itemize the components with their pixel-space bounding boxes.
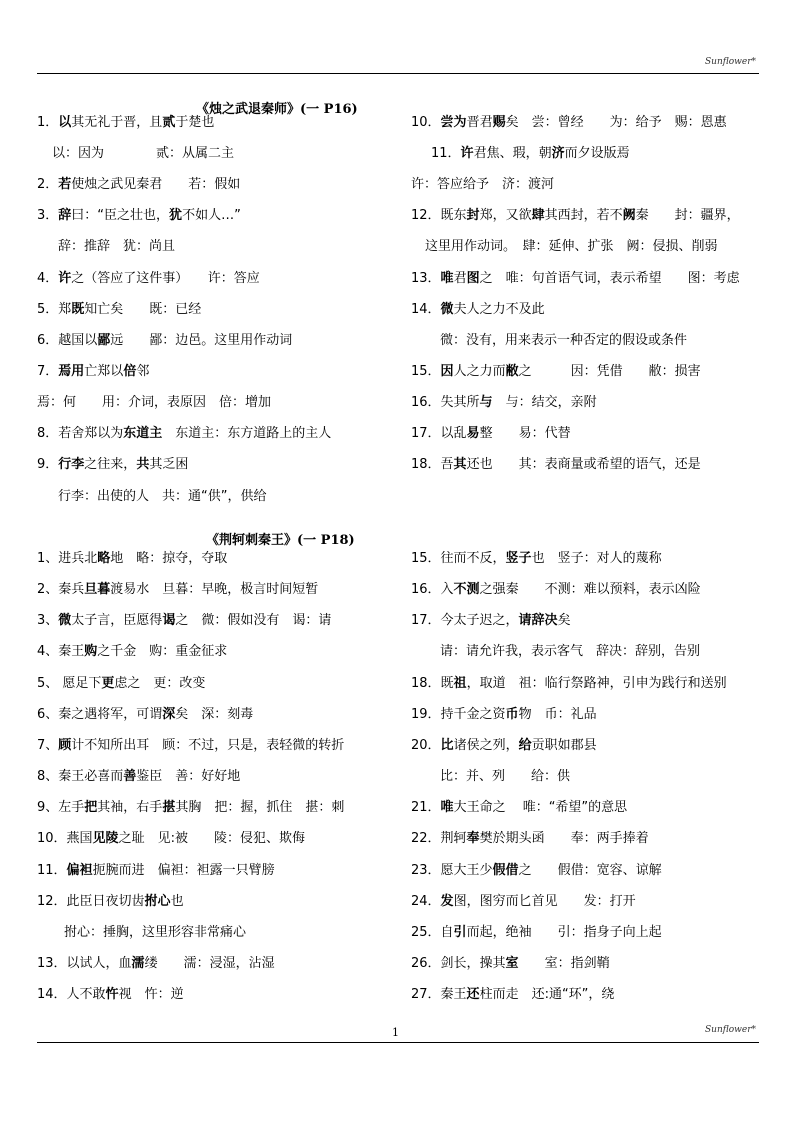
text-segment: 不如人…” — [182, 208, 241, 223]
section1-right-line — [425, 238, 718, 256]
section1-right-line — [411, 425, 571, 443]
section2-left-line — [37, 675, 205, 693]
text-segment: 也 — [170, 894, 184, 909]
keyword: 辞 — [58, 208, 72, 223]
section2-left-line — [64, 924, 246, 942]
text-segment: 视 忤：逆 — [118, 987, 184, 1002]
section1-left-line — [37, 301, 201, 319]
text-segment: 夫人之力不及此 — [453, 302, 545, 317]
text-segment: 矣 — [557, 613, 571, 628]
section1-right-line — [411, 176, 554, 194]
keyword: 既 — [71, 302, 85, 317]
section2-right-line — [411, 986, 614, 1004]
text-segment: 19．持千金之资 — [411, 707, 506, 722]
section2-left-line — [37, 550, 227, 568]
keyword: 唯 — [440, 271, 454, 286]
text-segment: 大王命之 唯：“希望”的意思 — [453, 800, 628, 815]
text-segment: 12．此臣日夜切齿 — [37, 894, 145, 909]
text-segment: 之 假借：宽容、谅解 — [518, 863, 662, 878]
section1-left-line — [37, 270, 260, 288]
text-segment: 之 因：凭借 敝：损害 — [518, 364, 701, 379]
text-segment: 之（答应了这件事） 许：答应 — [71, 271, 260, 286]
section1-right-line — [411, 363, 701, 381]
page-number: 1 — [392, 1026, 399, 1039]
text-segment: 3． — [37, 208, 59, 223]
text-segment: 17．今太子迟之， — [411, 613, 519, 628]
text-segment: 鉴臣 善：好好地 — [136, 769, 241, 784]
text-segment: 微：没有，用来表示一种否定的假设或条件 — [440, 333, 688, 348]
text-segment: 8．若舍郑以为 — [37, 426, 124, 441]
keyword: 善 — [123, 769, 137, 784]
keyword: 敝 — [505, 364, 519, 379]
text-segment: 5．郑 — [37, 302, 72, 317]
section2-title: 《荆轲刺秦王》(一 P18) — [206, 533, 355, 548]
keyword: 肆 — [531, 208, 545, 223]
text-segment: 这里用作动词。 肆：延伸、扩张 阙：侵损、削弱 — [425, 239, 718, 254]
keyword: 尝为 — [440, 115, 467, 130]
keyword: 许 — [58, 271, 72, 286]
text-segment: 20． — [411, 738, 441, 753]
section1-right-line — [411, 114, 727, 132]
keyword: 顾 — [58, 738, 72, 753]
keyword: 唯 — [440, 800, 454, 815]
text-segment: 6．越国以 — [37, 333, 98, 348]
keyword: 焉用 — [58, 364, 85, 379]
section1-right-line — [411, 270, 740, 288]
section2-left-line — [37, 986, 184, 1004]
header-brand: Sunflower* — [704, 57, 756, 67]
text-segment: 曰：“臣之壮也， — [71, 208, 170, 223]
section1-right-line — [411, 394, 597, 412]
text-segment: 君焦、瑕，朝 — [473, 146, 552, 161]
text-segment: 7、 — [37, 738, 59, 753]
section2-right-line — [411, 612, 571, 630]
text-segment: 于楚也 — [175, 115, 215, 130]
text-segment: 10． — [411, 115, 441, 130]
text-segment: 君 — [453, 271, 467, 286]
section2-right-line — [440, 643, 700, 661]
text-segment: 远 鄙：边邑。这里用作动词 — [110, 333, 293, 348]
text-segment: 晋君 — [466, 115, 493, 130]
text-segment: 室：指剑鞘 — [518, 956, 610, 971]
text-segment: 辞：推辞 犹：尚且 — [58, 239, 176, 254]
text-segment: 13． — [411, 271, 441, 286]
text-segment: 12．既东 — [411, 208, 467, 223]
text-segment: 23．愿大王少 — [411, 863, 493, 878]
header-rule — [37, 73, 759, 74]
section2-left-line — [37, 768, 240, 786]
keyword: 比 — [440, 738, 454, 753]
text-segment: 13．以试人，血 — [37, 956, 132, 971]
section2-left-line — [37, 612, 331, 630]
text-segment: 3、 — [37, 613, 59, 628]
text-segment: 2． — [37, 177, 59, 192]
keyword: 币 — [505, 707, 519, 722]
text-segment: 整 易：代替 — [479, 426, 571, 441]
text-segment: 其西封，若不 — [544, 208, 623, 223]
text-segment: 诸侯之列， — [453, 738, 519, 753]
keyword: 购 — [84, 644, 98, 659]
section1-left-line — [37, 394, 271, 412]
section1-right-line — [431, 145, 630, 163]
keyword: 济 — [551, 146, 565, 161]
text-segment: 贡职如郡县 — [531, 738, 597, 753]
text-segment: 27．秦王 — [411, 987, 467, 1002]
keyword: 室 — [505, 956, 519, 971]
section2-right-line — [411, 830, 649, 848]
text-segment: 缕 濡：浸湿，沾湿 — [144, 956, 275, 971]
section1-left-line — [37, 114, 214, 132]
section2-left-line — [37, 830, 305, 848]
section1-left-line — [37, 332, 292, 350]
footer-rule — [37, 1042, 759, 1043]
keyword: 阙 — [622, 208, 636, 223]
text-segment: 而起，绝袖 引：指身子向上起 — [466, 925, 662, 940]
text-segment: 而夕设版焉 — [564, 146, 630, 161]
section1-left-line — [37, 363, 149, 381]
text-segment: 知亡矣 既：已经 — [84, 302, 202, 317]
text-segment: 许：答应给予 济：渡河 — [411, 177, 555, 192]
keyword: 拊心 — [144, 894, 171, 909]
section2-right-line — [440, 768, 570, 786]
keyword: 深 — [162, 707, 176, 722]
text-segment: 柱而走 还:通“环”，绕 — [479, 987, 615, 1002]
text-segment: 郑，又欲 — [479, 208, 532, 223]
keyword: 许 — [460, 146, 474, 161]
section1-left-line — [58, 488, 266, 506]
section2-right-line — [411, 550, 662, 568]
keyword: 引 — [453, 925, 467, 940]
text-segment: 4、秦王 — [37, 644, 85, 659]
keyword: 偏袒 — [66, 863, 93, 878]
section2-right-line — [411, 955, 610, 973]
keyword: 若 — [58, 177, 72, 192]
keyword: 与 — [479, 395, 493, 410]
text-segment: 虑之 更：改变 — [114, 676, 206, 691]
section2-right-line — [411, 706, 597, 724]
section1-right-line — [411, 456, 701, 474]
keyword: 易 — [466, 426, 480, 441]
text-segment: 4． — [37, 271, 59, 286]
text-segment: 18．吾 — [411, 457, 454, 472]
text-segment: 也 竖子：对人的蔑称 — [531, 551, 662, 566]
text-segment: ，取道 祖：临行祭路神，引申为践行和送别 — [466, 676, 727, 691]
keyword: 祖 — [453, 676, 467, 691]
text-segment: 7． — [37, 364, 59, 379]
text-segment: 比：并、列 给：供 — [440, 769, 571, 784]
text-segment: 渡易水 旦暮：早晚，极言时间短暂 — [110, 582, 319, 597]
keyword: 谒 — [162, 613, 176, 628]
text-segment: 与：结交，亲附 — [492, 395, 597, 410]
section1-left-line — [37, 425, 331, 443]
section1-right-line — [411, 207, 740, 225]
section2-left-line — [37, 581, 318, 599]
text-segment: 亡郑以 — [84, 364, 124, 379]
section1-left-line — [37, 207, 241, 225]
keyword: 不测 — [453, 582, 480, 597]
keyword: 鄙 — [97, 333, 111, 348]
text-segment: 还也 其：表商量或希望的语气，还是 — [466, 457, 701, 472]
text-segment: 行李：出使的人 共：通“供”，供给 — [58, 489, 267, 504]
keyword: 行李 — [58, 457, 85, 472]
text-segment: 之 唯：句首语气词，表示希望 图：考虑 — [479, 271, 740, 286]
text-segment: 14．人不敢 — [37, 987, 106, 1002]
section2-right-line — [411, 675, 727, 693]
keyword: 还 — [466, 987, 480, 1002]
text-segment: 其无礼于晋，且 — [71, 115, 163, 130]
text-segment: 1． — [37, 115, 59, 130]
text-segment: 5、 愿足下 — [37, 676, 102, 691]
text-segment: 扼腕而进 偏袒：袒露一只臂膀 — [92, 863, 275, 878]
section1-right-line — [440, 332, 687, 350]
keyword: 封 — [466, 208, 480, 223]
section2-left-line — [37, 955, 275, 973]
text-segment: 15．往而不反， — [411, 551, 506, 566]
text-segment: 焉：何 用：介词，表原因 倍：增加 — [37, 395, 272, 410]
keyword: 其 — [453, 457, 467, 472]
keyword: 因 — [440, 364, 454, 379]
text-segment: 矣 深：刻毒 — [175, 707, 254, 722]
section2-left-line — [37, 799, 344, 817]
text-segment: 8、秦王必喜而 — [37, 769, 124, 784]
text-segment: 22．荆轲 — [411, 831, 467, 846]
keyword: 见陵 — [92, 831, 119, 846]
section1-left-line — [58, 238, 175, 256]
keyword: 发 — [440, 894, 454, 909]
text-segment: 2、秦兵 — [37, 582, 85, 597]
section1-left-line — [37, 176, 240, 194]
text-segment: 16．失其所 — [411, 395, 480, 410]
keyword: 东道主 — [123, 426, 163, 441]
keyword: 濡 — [131, 956, 145, 971]
keyword: 赐 — [492, 115, 506, 130]
text-segment: 10．燕国 — [37, 831, 93, 846]
text-segment: 其乏困 — [149, 457, 189, 472]
text-segment: 21． — [411, 800, 441, 815]
section2-left-line — [37, 862, 275, 880]
text-segment: 18．既 — [411, 676, 454, 691]
text-segment: 其袖，右手 — [97, 800, 163, 815]
text-segment: 东道主：东方道路上的主人 — [162, 426, 332, 441]
text-segment: 之 微：假如没有 谒：请 — [175, 613, 332, 628]
section2-right-line — [411, 737, 597, 755]
text-segment: 以：因为 贰：从属二主 — [52, 146, 235, 161]
text-segment: 6、秦之遇将军，可谓 — [37, 707, 163, 722]
text-segment: 邻 — [136, 364, 150, 379]
text-segment: 图，图穷而匕首见 发：打开 — [453, 894, 636, 909]
keyword: 揕 — [162, 800, 176, 815]
text-segment: 矣 尝：曾经 为：给予 赐：恩惠 — [505, 115, 727, 130]
text-segment: 15． — [411, 364, 441, 379]
keyword: 共 — [136, 457, 150, 472]
text-segment: 9、左手 — [37, 800, 85, 815]
keyword: 旦暮 — [84, 582, 111, 597]
keyword: 假借 — [492, 863, 519, 878]
text-segment: 11． — [431, 146, 461, 161]
keyword: 倍 — [123, 364, 137, 379]
section1-left-line — [37, 456, 188, 474]
text-segment: 之千金 购：重金征求 — [97, 644, 228, 659]
keyword: 贰 — [162, 115, 176, 130]
keyword: 微 — [58, 613, 72, 628]
text-segment: 25．自 — [411, 925, 454, 940]
text-segment: 计不知所出耳 顾：不过，只是，表轻微的转折 — [71, 738, 345, 753]
text-segment: 使烛之武见秦君 若：假如 — [71, 177, 241, 192]
section2-left-line — [37, 893, 184, 911]
keyword: 图 — [466, 271, 480, 286]
section2-right-line — [411, 893, 636, 911]
keyword: 更 — [101, 676, 115, 691]
text-segment: 物 币：礼品 — [518, 707, 597, 722]
text-segment: 秦 封：疆界， — [635, 208, 740, 223]
keyword: 把 — [84, 800, 98, 815]
text-segment: 之强秦 不测：难以预料，表示凶险 — [479, 582, 701, 597]
section1-title: 《烛之武退秦师》(一 P16) — [196, 102, 358, 117]
footer-brand: Sunflower* — [704, 1025, 756, 1035]
text-segment: 人之力而 — [453, 364, 506, 379]
keyword: 忤 — [105, 987, 119, 1002]
text-segment: 太子言，臣愿得 — [71, 613, 163, 628]
section2-right-line — [411, 862, 662, 880]
section1-left-line — [52, 145, 234, 163]
keyword: 请辞决 — [518, 613, 558, 628]
text-segment: 9． — [37, 457, 59, 472]
keyword: 略 — [97, 551, 111, 566]
keyword: 竖子 — [505, 551, 532, 566]
section2-right-line — [411, 799, 627, 817]
section2-left-line — [37, 706, 253, 724]
text-segment: 之耻 见:被 陵：侵犯、欺侮 — [118, 831, 305, 846]
text-segment: 地 略：掠夺，夺取 — [110, 551, 228, 566]
text-segment: 17．以乱 — [411, 426, 467, 441]
text-segment: 24． — [411, 894, 441, 909]
keyword: 以 — [58, 115, 72, 130]
text-segment: 樊於期头函 奉：两手捧着 — [479, 831, 649, 846]
section2-right-line — [411, 581, 701, 599]
text-segment: 16．入 — [411, 582, 454, 597]
text-segment: 拊心：捶胸，这里形容非常痛心 — [64, 925, 247, 940]
text-segment: 11． — [37, 863, 67, 878]
text-segment: 14． — [411, 302, 441, 317]
keyword: 犹 — [169, 208, 183, 223]
text-segment: 之往来， — [84, 457, 137, 472]
text-segment: 请：请允许我，表示客气 辞决：辞别，告别 — [440, 644, 701, 659]
keyword: 微 — [440, 302, 454, 317]
text-segment: 其胸 把：握，抓住 揕：刺 — [175, 800, 345, 815]
section2-left-line — [37, 643, 227, 661]
section2-left-line — [37, 737, 344, 755]
text-segment: 26．剑长，操其 — [411, 956, 506, 971]
keyword: 奉 — [466, 831, 480, 846]
text-segment: 1、进兵北 — [37, 551, 98, 566]
section2-right-line — [411, 924, 662, 942]
keyword: 给 — [518, 738, 532, 753]
section1-right-line — [411, 301, 545, 319]
